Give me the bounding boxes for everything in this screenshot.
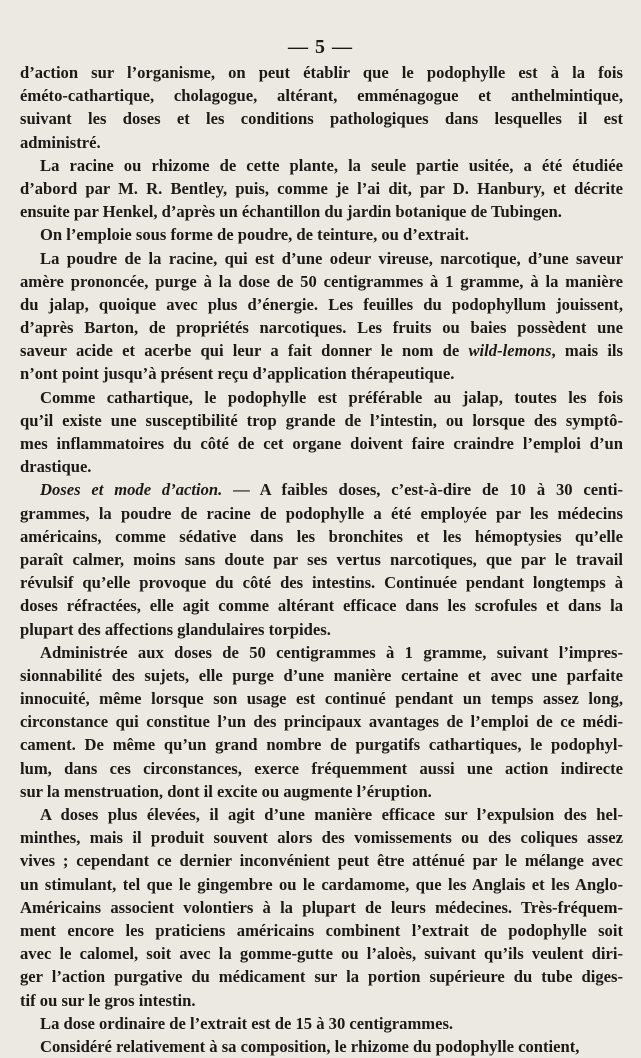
text-line	[20, 687, 623, 710]
paragraph	[20, 154, 623, 224]
text-run: circonstance qui constitue l’un des principaux avantages de l’emploi de ce médi-	[20, 712, 623, 732]
text-run: mes inflammatoires du côté de cet organe doivent faire craindre l’emploi d’un	[20, 434, 623, 453]
text-line	[20, 873, 623, 896]
italic-text: wild-lemons	[468, 341, 552, 361]
text-run: sur la menstruation, dont il excite ou augmente l’éruption.	[20, 781, 432, 801]
text-line	[20, 84, 623, 107]
text-line	[20, 780, 623, 803]
text-line	[20, 61, 623, 84]
text-line	[20, 432, 623, 455]
text-run: révulsif qu’elle provoque du côté des intestins. Continuée pendant longtemps à	[20, 573, 623, 593]
text-run: éméto-cathartique, cholagogue, altérant, emménagogue et anthelmintique,	[20, 86, 623, 106]
text-line	[20, 757, 623, 780]
text-run: n’ont point jusqu’à présent reçu d’application thérapeutique.	[20, 364, 455, 384]
text-line	[20, 455, 623, 478]
text-line	[20, 293, 623, 316]
text-run: innocuité, même lorsque son usage est continué pendant un temps assez long,	[20, 689, 623, 709]
text-run: lum, dans ces circonstances, exerce fréquemment aussi une action indirecte	[20, 758, 623, 778]
text-run: drastique.	[20, 457, 92, 477]
paragraph	[20, 247, 623, 386]
text-run: minthes, mais il produit souvent alors des vomissements ou des coliques assez	[20, 828, 623, 848]
text-line	[20, 826, 623, 849]
text-line	[20, 107, 623, 130]
text-run: du jalap, quoique avec plus d’énergie. Les feuilles du podophyllum jouissent,	[20, 294, 623, 314]
text-line	[20, 270, 623, 293]
paragraph	[20, 386, 623, 479]
text-line	[20, 525, 623, 548]
text-line	[20, 1012, 623, 1035]
text-run: paraît calmer, moins sans doute par ses vertus narcotiques, que par le travail	[20, 549, 623, 569]
text-run: A doses plus élevées, il agit d’une manière efficace sur l’expulsion des hel-	[40, 805, 623, 824]
text-run: qu’il existe une susceptibilité trop grande de l’intestin, ou lorsque des symptô-	[20, 410, 623, 430]
text-run: grammes, la poudre de racine de podophylle a été employée par les médecins	[20, 503, 623, 523]
text-line	[20, 896, 623, 919]
paragraph	[20, 61, 623, 154]
text-run: amère prononcée, purge à la dose de 50 centigrammes à 1 gramme, à la manière	[20, 271, 623, 291]
text-run: administré.	[20, 132, 101, 152]
text-line	[20, 200, 623, 223]
text-line	[20, 733, 623, 756]
text-run: sionnabilité des sujets, elle purge d’une manière certaine et avec une parfaite	[20, 665, 623, 685]
text-line	[20, 1035, 623, 1058]
paragraph	[20, 1035, 623, 1058]
text-run: ment encore les praticiens américains combinent l’extrait de podophylle soit	[20, 920, 623, 940]
text-line	[20, 409, 623, 432]
text-line	[20, 177, 623, 200]
paragraph	[20, 803, 623, 1012]
text-line	[20, 548, 623, 571]
text-run: tif ou sur le gros intestin.	[20, 990, 196, 1010]
text-line	[20, 339, 623, 362]
text-run: — A faibles doses, c’est-à-dire de 10 à 30 centi-	[222, 480, 623, 500]
text-run: avec le calomel, soit avec la gomme-gutte ou l’aloès, suivant qu’ils veulent diri-	[20, 944, 623, 964]
text-line	[20, 965, 623, 988]
text-line	[20, 594, 623, 617]
text-run: Comme cathartique, le podophylle est préférable au jalap, toutes les fois	[40, 387, 623, 407]
page-number: — 5 —	[288, 36, 353, 58]
text-line	[20, 919, 623, 942]
text-run: plupart des affections glandulaires torpides.	[20, 619, 331, 639]
text-run: La racine ou rhizome de cette plante, la seule partie usitée, a été étudiée	[40, 155, 623, 175]
text-line	[20, 223, 623, 246]
paragraph	[20, 641, 623, 803]
text-run: ensuite par Henkel, d’après un échantillon du jardin botanique de Tubingen.	[20, 202, 562, 222]
text-run: doses réfractées, elle agit comme altérant efficace dans les scrofules et dans la	[20, 596, 623, 616]
text-run: Américains associent volontiers à la plupart de leurs médecines. Très-fréquem-	[20, 897, 623, 917]
text-line	[20, 641, 623, 664]
text-line	[20, 710, 623, 733]
text-line	[20, 502, 623, 525]
text-run: Administrée aux doses de 50 centigrammes à 1 gramme, suivant l’impres-	[40, 642, 623, 662]
text-line	[20, 942, 623, 965]
text-line	[20, 154, 623, 177]
body-text	[20, 61, 623, 1058]
text-run: suivant les doses et les conditions pathologiques dans lesquelles il est	[20, 109, 623, 129]
text-run: Considéré relativement à sa composition, le rhizome du podophylle contient,	[40, 1036, 580, 1056]
text-run: La dose ordinaire de l’extrait est de 15 à 30 centigrammes.	[40, 1013, 454, 1033]
text-line	[20, 803, 623, 826]
text-line	[20, 664, 623, 687]
text-run: d’après Barton, de propriétés narcotiques. Les fruits ou baies possèdent une	[20, 318, 623, 338]
text-line	[20, 131, 623, 154]
text-line	[20, 386, 623, 409]
text-line	[20, 618, 623, 641]
text-run: américains, comme sédative dans les bronchites et les hémoptysies qu’elle	[20, 526, 623, 546]
text-run: , mais ils	[551, 341, 623, 361]
text-line	[20, 989, 623, 1012]
text-run: saveur acide et acerbe qui leur a fait donner le nom de	[20, 341, 469, 361]
text-run: vives ; cependant ce dernier inconvénient peut être atténué par le mélange avec	[20, 851, 623, 871]
text-run: On l’emploie sous forme de poudre, de teinture, ou d’extrait.	[40, 225, 469, 245]
text-line	[20, 362, 623, 385]
text-run: cament. De même qu’un grand nombre de purgatifs cathartiques, le podophyl-	[20, 735, 623, 755]
text-run: ger l’action purgative du médicament sur la portion supérieure du tube diges-	[20, 967, 623, 987]
text-line	[20, 316, 623, 339]
italic-text: Doses et mode d’action.	[40, 480, 223, 500]
text-line	[20, 849, 623, 872]
text-run: d’abord par M. R. Bentley, puis, comme je l’ai dit, par D. Hanbury, et décrite	[20, 178, 623, 198]
text-line	[20, 478, 623, 501]
text-run: d’action sur l’organisme, on peut établir que le podophylle est à la fois	[20, 63, 623, 82]
text-run: La poudre de la racine, qui est d’une odeur vireuse, narcotique, d’une saveur	[40, 248, 623, 268]
paragraph	[20, 1012, 623, 1035]
text-run: un stimulant, tel que le gingembre ou le cardamome, que les Anglais et les Anglo-	[20, 874, 623, 894]
paragraph	[20, 478, 623, 640]
text-line	[20, 571, 623, 594]
paragraph	[20, 223, 623, 246]
text-line	[20, 247, 623, 270]
